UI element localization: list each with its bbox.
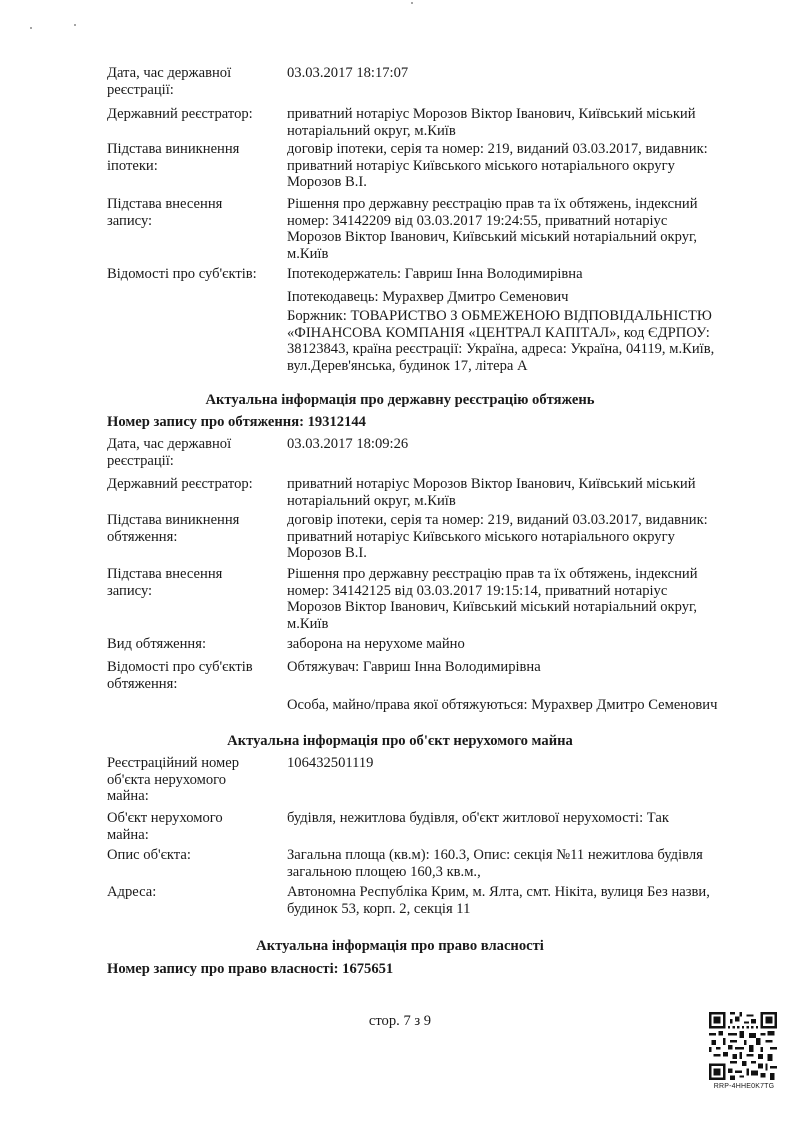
value-line: Морозов Віктор Іванович, Київський міський нотаріальний округ, [287,599,697,615]
field-value [287,810,757,827]
field-value [287,308,757,374]
field-value [287,196,757,262]
section-heading-ownership: Актуальна інформація про право власності [256,938,544,954]
value-line: м.Київ [287,245,329,262]
field-value [287,755,757,772]
value-line: будинок 53, корп. 2, секція 11 [287,900,471,917]
value-line: загальною площею 160,3 кв.м., [287,863,481,880]
ownership-record-number: Номер запису про право власності: 1675651 [107,961,394,977]
encumbrance-record-number: Номер запису про обтяження: 19312144 [107,414,366,430]
field-value [287,289,757,306]
field-value [287,566,757,632]
field-value [287,697,757,714]
page-number: стор. 7 з 9 [368,1013,432,1029]
scan-speck [74,24,76,26]
field-value [287,141,757,191]
value-line: приватний нотаріус Київського міського нотаріального округу [287,157,675,174]
field-value [287,884,757,917]
value-line: Особа, майно/права якої обтяжуються: Мурахвер Дмитро Семенович [287,697,718,713]
field-value [287,512,757,562]
field-value [287,636,757,653]
field-value [287,106,757,139]
value-line: номер: 34142125 від 03.03.2017 19:15:14, приватний нотаріус [287,582,668,599]
section-heading-property: Актуальна інформація про об'єкт нерухомого майна [227,733,573,749]
field-label: Вид обтяження: [107,636,206,652]
field-label: Підстава внесення запису: [107,566,223,599]
value-line: номер: 34142209 від 03.03.2017 19:24:55, приватний нотаріус [287,212,668,229]
value-line: нотаріальний округ, м.Київ [287,122,456,139]
value-line: нотаріальний округ, м.Київ [287,492,456,509]
value-line: договір іпотеки, серія та номер: 219, виданий 03.03.2017, видавник: [287,512,708,528]
value-line: Морозов Віктор Іванович, Київський міський нотаріальний округ, [287,229,697,245]
value-line: 03.03.2017 18:09:26 [287,436,409,452]
field-label: Відомості про суб'єктів обтяження: [107,659,253,692]
value-line: Іпотекодавець: Мурахвер Дмитро Семенович [287,289,569,305]
value-line: приватний нотаріус Морозов Віктор Іванович, Київський міський [287,476,696,492]
scan-speck [411,2,413,4]
field-value [287,659,757,676]
field-label: Опис об'єкта: [107,847,191,863]
field-label: Підстава внесення запису: [107,196,223,229]
field-label: Об'єкт нерухомого майна: [107,810,223,843]
field-label: Дата, час державної реєстрації: [107,65,232,98]
value-line: Автономна Республіка Крим, м. Ялта, смт. Нікіта, вулиця Без назви, [287,884,710,900]
value-line: Боржник: ТОВАРИСТВО З ОБМЕЖЕНОЮ ВІДПОВІДАЛЬНІСТЮ [287,308,712,324]
section-heading-encumbrance: Актуальна інформація про державну реєстрацію обтяжень [205,392,595,408]
value-line: Обтяжувач: Гавриш Інна Володимирівна [287,659,541,675]
field-value [287,266,757,283]
value-line: будівля, нежитлова будівля, об'єкт житлової нерухомості: Так [287,810,669,826]
field-value [287,65,757,82]
value-line: Іпотекодержатель: Гавриш Інна Володимирівна [287,266,583,282]
field-label: Державний реєстратор: [107,476,253,492]
qr-code-label: RRP-4HHE0K7TG [713,1083,775,1090]
value-line: договір іпотеки, серія та номер: 219, виданий 03.03.2017, видавник: [287,141,708,157]
value-line: Рішення про державну реєстрацію прав та їх обтяжень, індексний [287,196,698,212]
value-line: Загальна площа (кв.м): 160.3, Опис: секція №11 нежитлова будівля [287,847,703,863]
value-line: вул.Дерев'янська, будинок 17, літера А [287,357,528,374]
value-line: м.Київ [287,615,329,632]
field-label: Державний реєстратор: [107,106,253,122]
field-label: Реєстраційний номер об'єкта нерухомого майна: [107,755,240,804]
field-label: Адреса: [107,884,157,900]
field-label: Дата, час державної реєстрації: [107,436,232,469]
value-line: 03.03.2017 18:17:07 [287,65,409,81]
value-line: «ФІНАНСОВА КОМПАНІЯ «ЦЕНТРАЛ КАПІТАЛ», код ЄДРПОУ: [287,324,710,341]
value-line: 106432501119 [287,755,374,771]
value-line: 38123843, країна реєстрації: Україна, адреса: Україна, 04119, м.Київ, [287,341,715,357]
value-line: Морозов В.І. [287,545,367,561]
field-label: Підстава виникнення обтяження: [107,512,240,545]
field-label: Підстава виникнення іпотеки: [107,141,240,174]
value-line: приватний нотаріус Київського міського нотаріального округу [287,528,675,545]
field-value [287,436,757,453]
value-line: заборона на нерухоме майно [287,636,465,652]
field-value [287,476,757,509]
scan-speck [30,27,32,29]
value-line: Рішення про державну реєстрацію прав та їх обтяжень, індексний [287,566,698,582]
field-value [287,847,757,880]
value-line: Морозов В.І. [287,174,367,190]
qr-code-icon [709,1012,777,1080]
field-label: Відомості про суб'єктів: [107,266,257,282]
value-line: приватний нотаріус Морозов Віктор Іванович, Київський міський [287,106,696,122]
